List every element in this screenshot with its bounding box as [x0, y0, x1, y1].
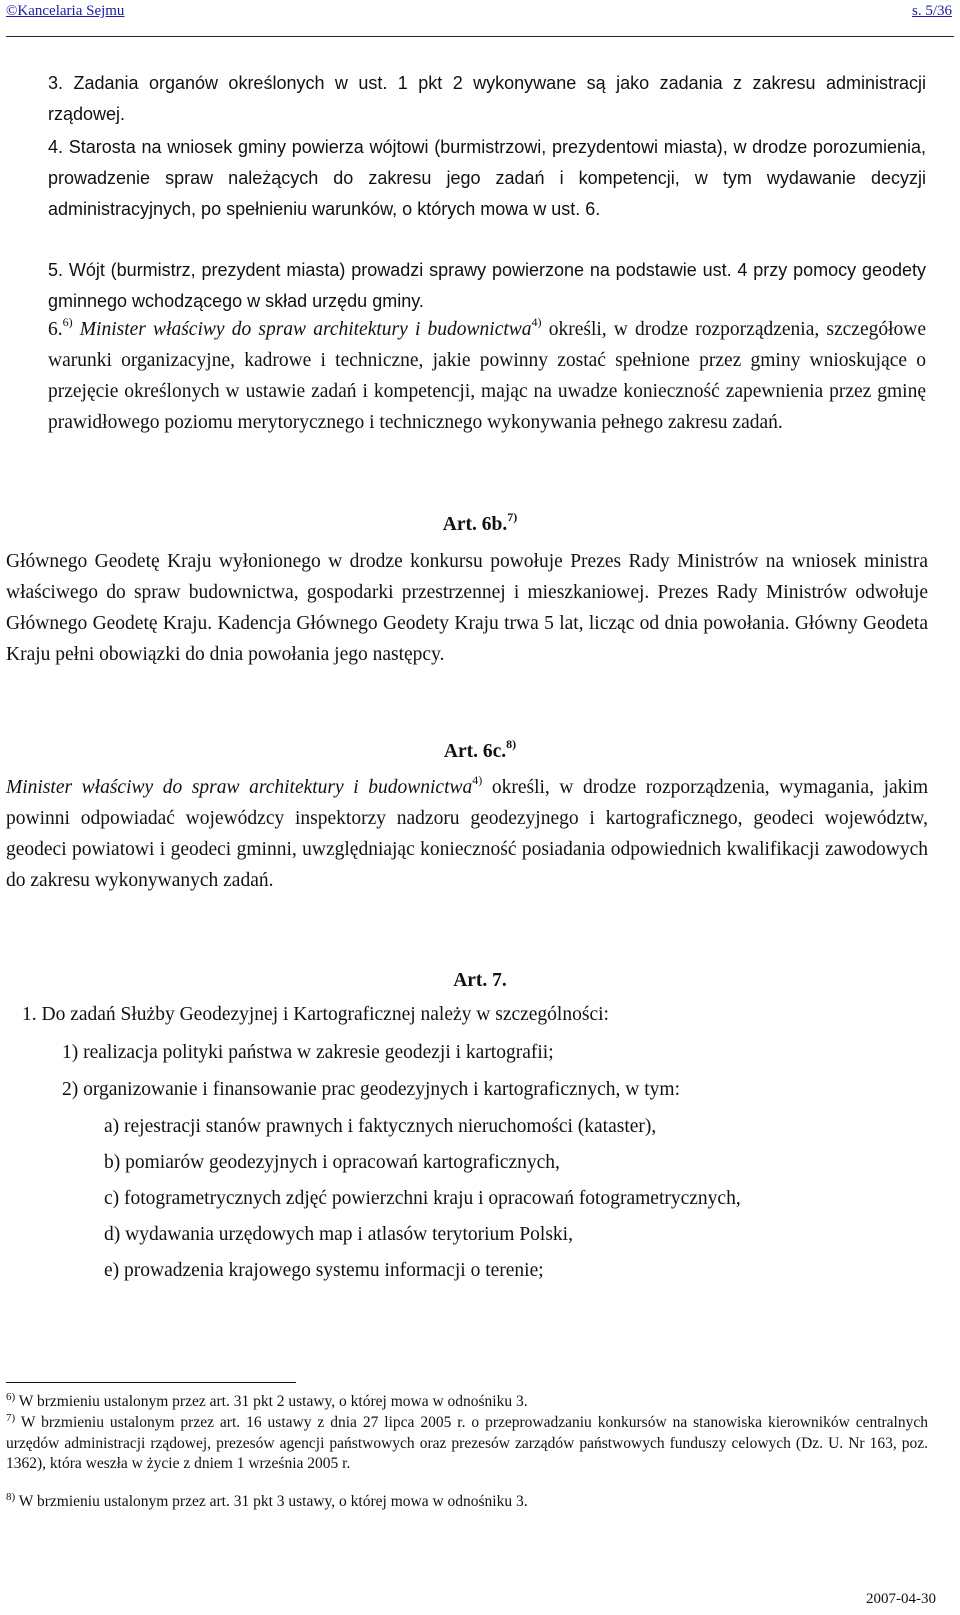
art-7-subitem-a: a) rejestracji stanów prawnych i faktycznych nieruchomości (kataster), [104, 1116, 657, 1137]
art-6c-text [6, 772, 928, 896]
art-6c-heading [0, 736, 960, 767]
footnote-ref-4: 4) [531, 314, 542, 329]
footnote-7-text: W brzmieniu ustalonym przez art. 16 ustawy z dnia 27 lipca 2005 r. o przeprowadzaniu konkursów na stanowiska kierowników centralnych urzędów administracji rządowej, prezesów agencji państwowych oraz prezesów zarządów państwowych funduszy celowych (Dz. U. Nr 163, poz. 1362), która weszła w życie z dniem 1 września 2005 r. [6, 1414, 928, 1472]
copyright-link[interactable]: ©Kancelaria Sejmu [6, 3, 125, 19]
art-6c-minister: Minister właściwy do spraw architektury i budownictwa [6, 777, 473, 798]
footnote-ref-7: 7) [507, 509, 518, 524]
art-6c-rest: określi, w drodze rozporządzenia, wymagania, jakim powinni odpowiadać wojewódzcy inspektorzy nadzoru geodezyjnego i kartograficznego, geodeci województw, geodeci powiatowi i geodeci gminni, uwzględniając konieczność posiadania odpowiednich kwalifikacji zawodowych do zakresu wykonywanych zadań. [6, 777, 928, 891]
document-date: 2007-04-30 [866, 1591, 936, 1607]
footnote-7-mark: 7) [6, 1412, 16, 1424]
footnote-separator [6, 1382, 296, 1383]
art-7-intro: 1. Do zadań Służby Geodezyjnej i Kartograficznej należy w szczególności: [22, 1004, 609, 1025]
paragraph-4: 4. Starosta na wniosek gminy powierza wójtowi (burmistrzowi, prezydentowi miasta), w drodze porozumienia, prowadzenie spraw należących do zakresu jego zadań i kompetencji, w tym wydawanie decyzji administracyjnych, po spełnieniu warunków, o których mowa w ust. 6. [48, 137, 926, 219]
paragraph-6-text: określi, w drodze rozporządzenia, szczegółowe warunki organizacyjne, kadrowe i techniczne, jakie powinny zostać spełnione przez gminy wnioskujące o przejęcie określonych w ustawie zadań i kompetencji, mając na uwadze konieczność zapewnienia przez gminę prawidłowego poziomu merytorycznego i technicznego wykonywania pełnego zakresu zadań. [48, 319, 927, 433]
footnote-6-text: W brzmieniu ustalonym przez art. 31 pkt 2 ustawy, o której mowa w odnośniku 3. [18, 1393, 528, 1410]
footnote-8 [6, 1492, 928, 1513]
art-6b-text: Głównego Geodetę Kraju wyłonionego w drodze konkursu powołuje Prezes Rady Ministrów na wniosek ministra właściwego do spraw budownictwa, gospodarki przestrzennej i mieszkaniowej. Prezes Rady Ministrów odwołuje Głównego Geodetę Kraju. Kadencja Głównego Geodety Kraju trwa 5 lat, licząc od dnia powołania. Główny Geodeta Kraju pełni obowiązki do dnia powołania jego następcy. [6, 551, 928, 665]
art-7-heading: Art. 7. [453, 970, 507, 991]
footnote-8-text: W brzmieniu ustalonym przez art. 31 pkt 3 ustawy, o której mowa w odnośniku 3. [18, 1493, 528, 1510]
art-7-subitem-c: c) fotogrametrycznych zdjęć powierzchni kraju i opracowań fotogrametrycznych, [104, 1188, 741, 1209]
art-7-item-1: 1) realizacja polityki państwa w zakresie geodezji i kartografii; [62, 1042, 554, 1063]
art-7-subitem-d: d) wydawania urzędowych map i atlasów terytorium Polski, [104, 1224, 573, 1245]
paragraph-5: 5. Wójt (burmistrz, prezydent miasta) prowadzi sprawy powierzone na podstawie ust. 4 przy pomocy geodety gminnego wchodzącego w skład urzędu gminy. [48, 260, 926, 311]
footnote-ref-8: 8) [506, 736, 517, 751]
art-7-item-2: 2) organizowanie i finansowanie prac geodezyjnych i kartograficznych, w tym: [62, 1079, 680, 1100]
art-7-subitem-b: b) pomiarów geodezyjnych i opracowań kartograficznych, [104, 1152, 560, 1173]
paragraph-3: 3. Zadania organów określonych w ust. 1 pkt 2 wykonywane są jako zadania z zakresu administracji rządowej. [48, 73, 926, 124]
art-6b-heading [0, 509, 960, 540]
art-6c-title: Art. 6c. [443, 741, 507, 762]
paragraph-6-minister: Minister właściwy do spraw architektury i budownictwa [79, 319, 532, 340]
art-6b-title: Art. 6b. [442, 514, 508, 535]
footnote-7 [6, 1413, 928, 1474]
paragraph-6-number: 6. [48, 319, 63, 340]
art-7-subitem-e: e) prowadzenia krajowego systemu informacji o terenie; [104, 1260, 544, 1281]
footnote-ref-6: 6) [62, 314, 73, 329]
paragraph-6 [48, 314, 926, 438]
page-number-link[interactable]: s. 5/36 [911, 3, 952, 19]
footnote-8-mark: 8) [6, 1491, 16, 1503]
footnote-6-mark: 6) [6, 1391, 16, 1403]
footnote-6 [6, 1392, 928, 1413]
page-header [6, 0, 954, 37]
footnote-ref-4b: 4) [472, 772, 483, 787]
